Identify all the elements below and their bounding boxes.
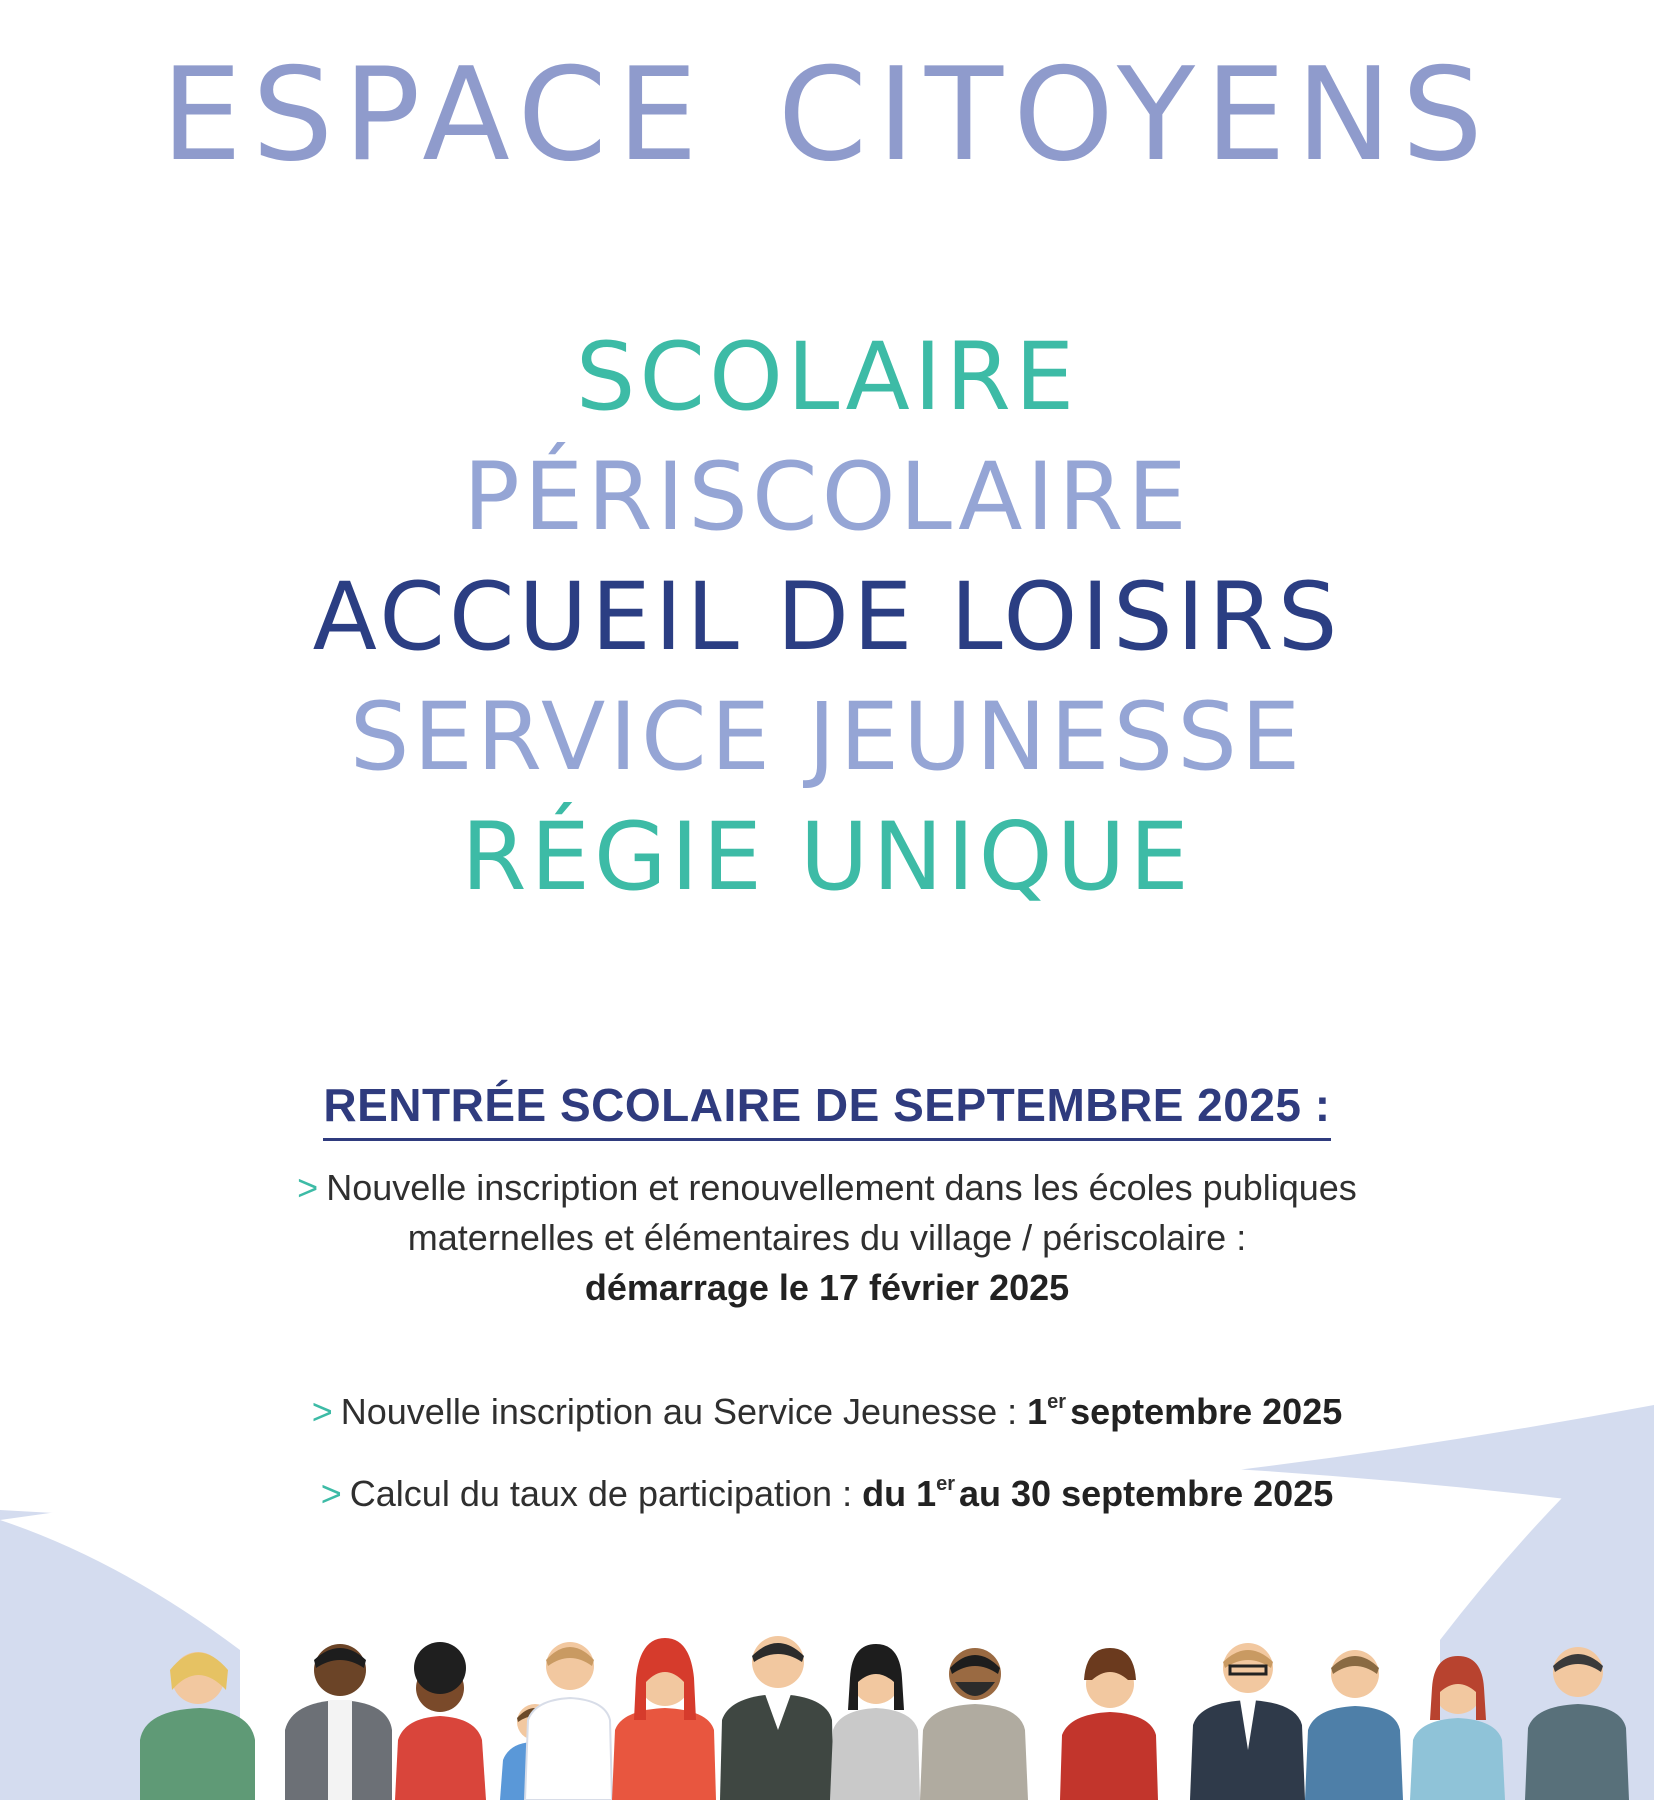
people-illustration	[0, 1630, 1654, 1800]
info-item2-text: Nouvelle inscription au Service Jeunesse :	[340, 1391, 1018, 1432]
info-item3-ordinal: er	[936, 1473, 956, 1495]
info-item3-date-rest: au 30 septembre 2025	[959, 1473, 1334, 1514]
info-item2-date-num: 1	[1027, 1391, 1048, 1432]
info-item1-line1: Nouvelle inscription et renouvellement dans les écoles publiques	[326, 1167, 1357, 1208]
title-word-citoyens: CITOYENS	[777, 41, 1493, 190]
services-list	[0, 318, 1654, 918]
info-section	[0, 1078, 1654, 1519]
info-item3-text: Calcul du taux de participation :	[349, 1473, 853, 1514]
info-item3-date-pre: du 1	[862, 1473, 937, 1514]
person-figure	[612, 1638, 716, 1800]
service-accueil-de-loisirs: ACCUEIL DE LOISIRS	[312, 563, 1342, 672]
info-item1-date: démarrage le 17 février 2025	[584, 1267, 1070, 1308]
info-heading: RENTRÉE SCOLAIRE DE SEPTEMBRE 2025 :	[323, 1079, 1331, 1131]
person-figure	[285, 1644, 392, 1800]
person-figure	[720, 1636, 834, 1800]
info-item2-date-rest: septembre 2025	[1070, 1391, 1343, 1432]
info-item2-ordinal: er	[1047, 1391, 1067, 1413]
title-word-espace: ESPACE	[161, 41, 708, 190]
person-figure	[1190, 1643, 1305, 1800]
info-item-service-jeunesse	[0, 1377, 1654, 1437]
service-regie-unique: RÉGIE UNIQUE	[461, 803, 1193, 912]
info-heading-underline	[323, 1078, 1330, 1141]
person-figure	[920, 1648, 1028, 1800]
service-jeunesse: SERVICE JEUNESSE	[349, 683, 1305, 792]
chevron-right-icon: >	[320, 1473, 342, 1514]
page-title	[0, 41, 1654, 190]
person-figure	[395, 1642, 486, 1800]
person-figure	[1410, 1656, 1505, 1800]
person-figure	[525, 1642, 612, 1800]
service-periscolaire: PÉRISCOLAIRE	[463, 443, 1191, 552]
service-scolaire: SCOLAIRE	[575, 323, 1079, 432]
person-figure	[1305, 1650, 1403, 1800]
person-figure	[830, 1644, 920, 1800]
person-figure	[140, 1652, 255, 1800]
person-figure	[1525, 1647, 1629, 1800]
info-item1-line2: maternelles et élémentaires du village / périscolaire :	[407, 1217, 1247, 1258]
info-item-inscription-ecoles	[0, 1163, 1654, 1313]
chevron-right-icon: >	[297, 1167, 319, 1208]
person-figure	[1060, 1648, 1158, 1800]
chevron-right-icon: >	[311, 1391, 333, 1432]
info-item-taux-participation	[0, 1459, 1654, 1519]
